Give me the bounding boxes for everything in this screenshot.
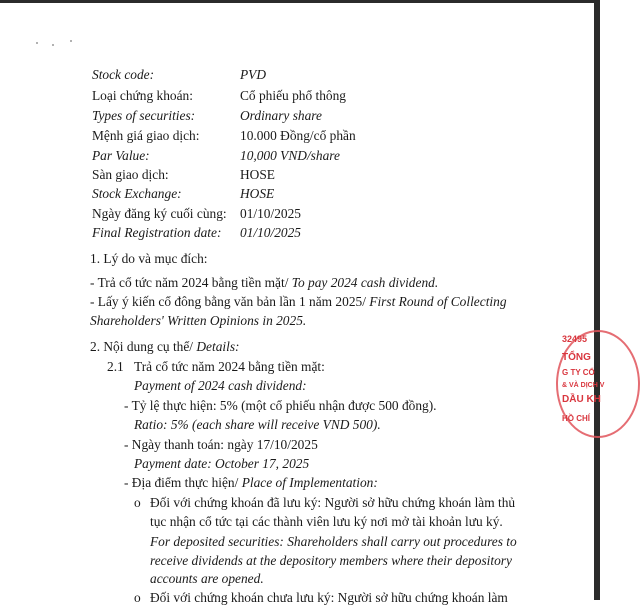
bullet-text-vi: - Trả cổ tức năm 2024 bằng tiền mặt/ bbox=[90, 275, 292, 290]
place-heading-vi: - Địa điểm thực hiện/ bbox=[124, 475, 242, 490]
bullet-circle-icon: o bbox=[134, 495, 141, 510]
scan-speck bbox=[52, 44, 54, 46]
info-value: 01/10/2025 bbox=[240, 206, 302, 221]
deposited-en-line3: accounts are opened. bbox=[150, 571, 264, 586]
deposited-en-line2: receive dividends at the depository members where their depository bbox=[150, 553, 512, 568]
info-label: Loại chứng khoán: bbox=[92, 88, 193, 103]
deposited-vi-line2: tục nhận cổ tức tại các thành viên lưu ký nơi mở tài khoản lưu ký. bbox=[150, 514, 503, 529]
ratio-en: Ratio: 5% (each share will receive VND 500). bbox=[134, 417, 381, 432]
scan-speck bbox=[36, 42, 38, 44]
deposited-vi-line1: Đối với chứng khoán đã lưu ký: Người sở hữu chứng khoán làm thủ bbox=[150, 495, 516, 510]
info-label: Par Value: bbox=[92, 148, 150, 163]
subsection-title-vi: Trả cổ tức năm 2024 bằng tiền mặt: bbox=[134, 359, 325, 374]
bullet-text-en: First Round of Collecting bbox=[369, 294, 507, 309]
info-value: 10,000 VND/share bbox=[240, 148, 340, 163]
info-label: Types of securities: bbox=[92, 108, 196, 123]
info-label: Ngày đăng ký cuối cùng: bbox=[92, 206, 227, 221]
bullet-circle-icon: o bbox=[134, 590, 141, 605]
company-stamp bbox=[556, 330, 616, 434]
info-value: 10.000 Đồng/cổ phần bbox=[240, 128, 356, 143]
section2-heading-en: Details: bbox=[196, 339, 240, 354]
info-value: Ordinary share bbox=[240, 108, 322, 123]
deposited-en-line1: For deposited securities: Shareholders shall carry out procedures to bbox=[150, 534, 517, 549]
stamp-text: HỒ CHÍ bbox=[562, 414, 590, 423]
stamp-text: TỔNG bbox=[562, 352, 591, 363]
info-label: Sàn giao dịch: bbox=[92, 167, 169, 182]
section1-bullet-opinion-cont: Shareholders' Written Opinions in 2025. bbox=[90, 313, 307, 328]
stamp-text: DẦU KH bbox=[562, 394, 601, 405]
info-label: Stock code: bbox=[92, 67, 155, 82]
info-value: HOSE bbox=[240, 167, 275, 182]
scan-right-edge bbox=[594, 0, 600, 600]
place-heading bbox=[124, 474, 378, 492]
stamp-text: & VÀ DỊCH V bbox=[562, 382, 605, 389]
bullet-text-vi: - Lấy ý kiến cổ đông bằng văn bản lần 1 năm 2025/ bbox=[90, 294, 370, 309]
scan-top-edge bbox=[0, 0, 600, 3]
info-value: HOSE bbox=[240, 186, 275, 201]
undeposited-vi-line1: Đối với chứng khoán chưa lưu ký: Người sở hữu chứng khoán làm bbox=[150, 590, 508, 605]
subsection-number: 2.1 bbox=[107, 359, 124, 374]
bullet-text-en: To pay 2024 cash dividend. bbox=[291, 275, 439, 290]
section1-bullet-opinion bbox=[90, 293, 507, 311]
info-value: PVD bbox=[240, 67, 267, 82]
info-value: Cổ phiếu phổ thông bbox=[240, 88, 347, 103]
stamp-text: 32495 bbox=[562, 334, 588, 344]
info-value: 01/10/2025 bbox=[240, 225, 302, 240]
scan-speck bbox=[70, 40, 72, 42]
payment-date-en: Payment date: October 17, 2025 bbox=[134, 456, 310, 471]
section2-heading bbox=[90, 338, 240, 356]
info-label: Stock Exchange: bbox=[92, 186, 182, 201]
section2-heading-vi: 2. Nội dung cụ thể/ bbox=[90, 339, 197, 354]
section1-bullet-dividend bbox=[90, 274, 438, 292]
place-heading-en: Place of Implementation: bbox=[241, 475, 378, 490]
subsection-title-en: Payment of 2024 cash dividend: bbox=[134, 378, 307, 393]
section1-heading: 1. Lý do và mục đích: bbox=[90, 251, 208, 266]
ratio-vi: - Tỷ lệ thực hiện: 5% (một cổ phiếu nhận được 500 đồng). bbox=[124, 398, 437, 413]
info-label: Mệnh giá giao dịch: bbox=[92, 128, 200, 143]
payment-date-vi: - Ngày thanh toán: ngày 17/10/2025 bbox=[124, 437, 318, 452]
stamp-text: G TY CỔ bbox=[562, 368, 595, 377]
info-label: Final Registration date: bbox=[92, 225, 222, 240]
